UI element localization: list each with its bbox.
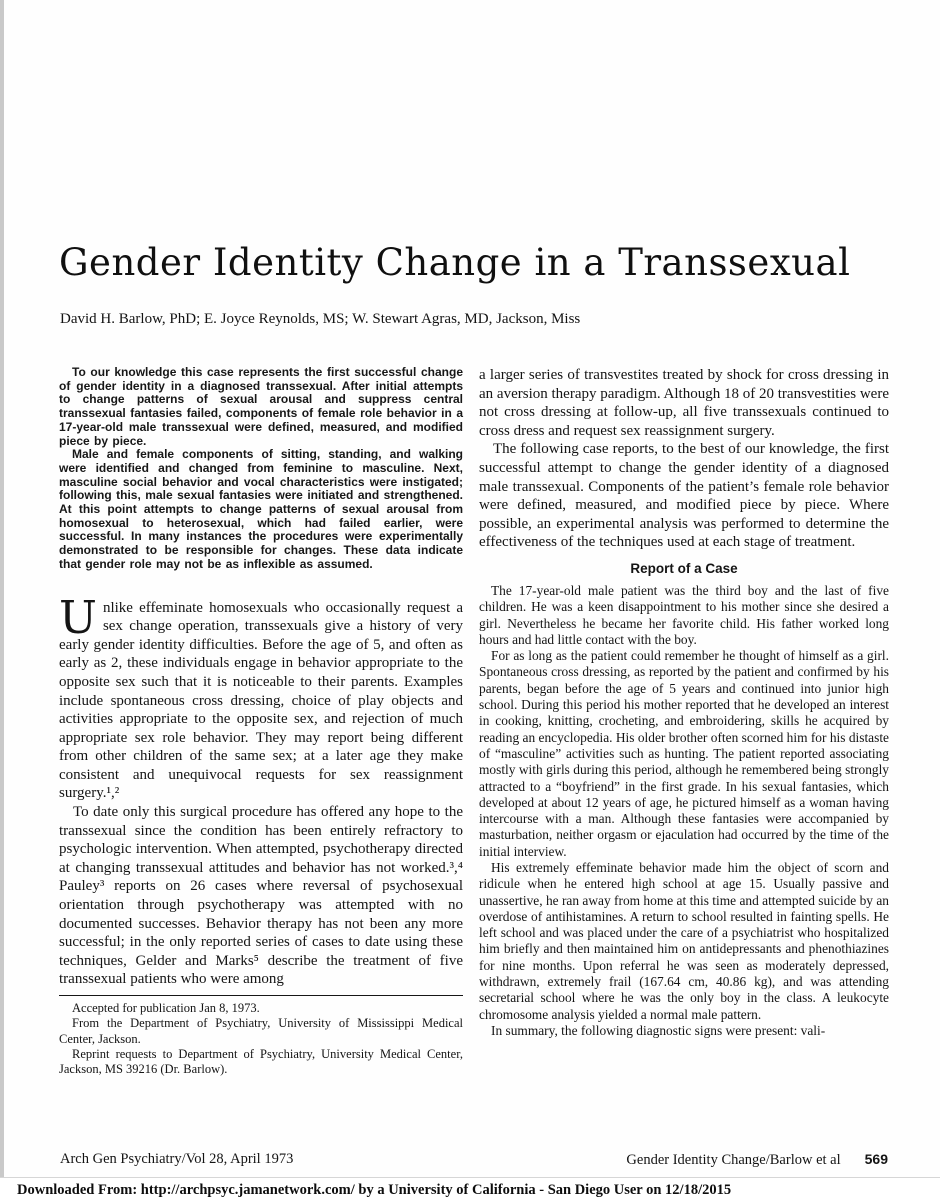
running-title: Gender Identity Change/Barlow et al [626, 1152, 841, 1168]
footnote-line: Accepted for publication Jan 8, 1973. [72, 1001, 260, 1016]
intro-paragraph [59, 590, 463, 804]
two-column-layout [59, 366, 889, 1078]
abstract-paragraph: To our knowledge this case represents the first successful change of gender identity in a diagnosed transsexual. After initial attempts to change patterns of sexual arousal and suppress central transsexual fantasies failed, components of female role behavior in a 17-year-old male transsexual were defined, measured, and modified piece by piece. [59, 365, 463, 448]
drop-cap: U [59, 590, 97, 644]
intro-paragraph: To date only this surgical procedure has offered any hope to the transsexual since the condition has been entirely refractory to psychologic intervention. When attempted, psychotherapy directed at changing transsexual attitudes and behavior has not worked.³,⁴ Pauley³ reports on 26 cases where reversal of psychosexual orientation through psychotherapy was attempted with no documented successes. Behavior therapy has not been any more successful; in the only reported series of cases to date using these techniques, Gelder and Marks⁵ describe the treatment of five transsexual patients who were among [59, 804, 463, 988]
authors-line: David H. Barlow, PhD; E. Joyce Reynolds, MS; W. Stewart Agras, MD, Jackson, Miss [60, 311, 581, 327]
case-paragraph: The 17-year-old male patient was the third boy and the last of five children. He was a keen disappointment to his mother since she desired a girl. Nevertheless he became her favorite child. His father worked long hours and had little contact with the boy. [479, 582, 889, 647]
case-report-block [479, 583, 889, 1039]
left-column [59, 366, 463, 1078]
footnote-line: Reprint requests to Department of Psychiatry, University Medical Center, Jackson, MS 39216 (Dr. Barlow). [59, 1046, 463, 1077]
scan-edge-artifact [0, 0, 4, 1200]
introduction-block [59, 590, 463, 989]
right-column [479, 366, 889, 1078]
download-stamp-text: Downloaded From: http://archpsyc.jamanetwork.com/ by a University of California - San Diego User on 12/18/2015 [17, 1182, 732, 1198]
footnote-line: From the Department of Psychiatry, University of Mississippi Medical Center, Jackson. [59, 1016, 463, 1046]
page-number: 569 [864, 1151, 888, 1167]
section-heading: Report of a Case [630, 560, 738, 576]
case-paragraph: For as long as the patient could remember he thought of himself as a girl. Spontaneous cross dressing, as reported by the patient and confirmed by his parents, began before the age of 5 years and continued into junior high school. During this period his mother reported that he developed an interest in cooking, knitting, crocheting, and embroidering, skills he acquired by reading an encyclopedia. His older brother often scorned him for his distaste of “masculine” activities such as hunting. The patient reported associating mostly with girls during this period, although he remembered being strongly attracted to a “boyfriend” in the first grade. In his sexual fantasies, which developed at about 12 years of age, he pictured himself as a woman having intercourse with a man. Although these fantasies were accompanied by masturbation, neither orgasm or ejaculation had occurred by the time of the initial interview. [479, 648, 889, 859]
case-paragraph: In summary, the following diagnostic signs were present: vali- [491, 1022, 826, 1038]
introduction-continued [479, 366, 889, 552]
footnote-block [59, 995, 463, 1077]
body-paragraph: The following case reports, to the best of our knowledge, the first successful attempt to change the gender identity of a diagnosed male transsexual. Components of the patient’s female role behavior were defined, measured, and modified piece by piece. Where possible, an experimental analysis was performed to determine the effectiveness of the techniques used at each stage of treatment. [479, 441, 889, 551]
intro-paragraph-text: nlike effeminate homosexuals who occasionally request a sex change operation, transsexuals give a history of very early gender identity difficulties. Before the age of 5, and often as early as 2, these individuals engage in behavior appropriate to the opposite sex such that it is noticeable to their parents. Examples include spontaneous cross dressing, choice of play objects and activities appropriate to the opposite sex, and rejection of much appropriate sex role behavior. They may report being different from other children of the same sex; at a later age they make consistent and unequivocal requests for sex reassignment surgery.¹,² [59, 599, 463, 802]
case-paragraph: His extremely effeminate behavior made him the object of scorn and ridicule when he entered high school at age 15. Usually passive and unassertive, he ran away from home at this time and attempted suicide by an overdose of antihistamines. A return to school resulted in fainting spells. He left school and was placed under the care of a psychiatrist who hospitalized him briefly and then maintained him on antidepressants and phenothiazines for nine months. Upon referral he was seen as moderately depressed, withdrawn, extremely frail (167.64 cm, 40.86 kg), and was attending secretarial school where he was the only boy in the class. A leukocyte chromosome analysis yielded a normal male pattern. [479, 859, 889, 1022]
abstract-paragraph: Male and female components of sitting, standing, and walking were identified and changed from feminine to masculine. Next, masculine social behavior and vocal characteristics were instigated; following this, male sexual fantasies were initiated and strengthened. At this point attempts to change patterns of sexual arousal from homosexual to heterosexual, which had failed earlier, were successful. In many instances the procedures were experimentally demonstrated to be responsible for changes. These data indicate that gender role may not be as inflexible as assumed. [59, 447, 463, 571]
body-paragraph: a larger series of transvestites treated by shock for cross dressing in an aversion therapy paradigm. Although 18 of 20 transvestities were not cross dressing at follow-up, all five transsexuals continued to cross dress and request sex reassignment surgery. [479, 367, 889, 439]
article-footer [626, 1151, 888, 1169]
download-stamp-bar [0, 1177, 940, 1200]
page-title: Gender Identity Change in a Transsexual [59, 241, 851, 284]
abstract-block [59, 366, 463, 572]
journal-footer: Arch Gen Psychiatry/Vol 28, April 1973 [60, 1151, 294, 1167]
